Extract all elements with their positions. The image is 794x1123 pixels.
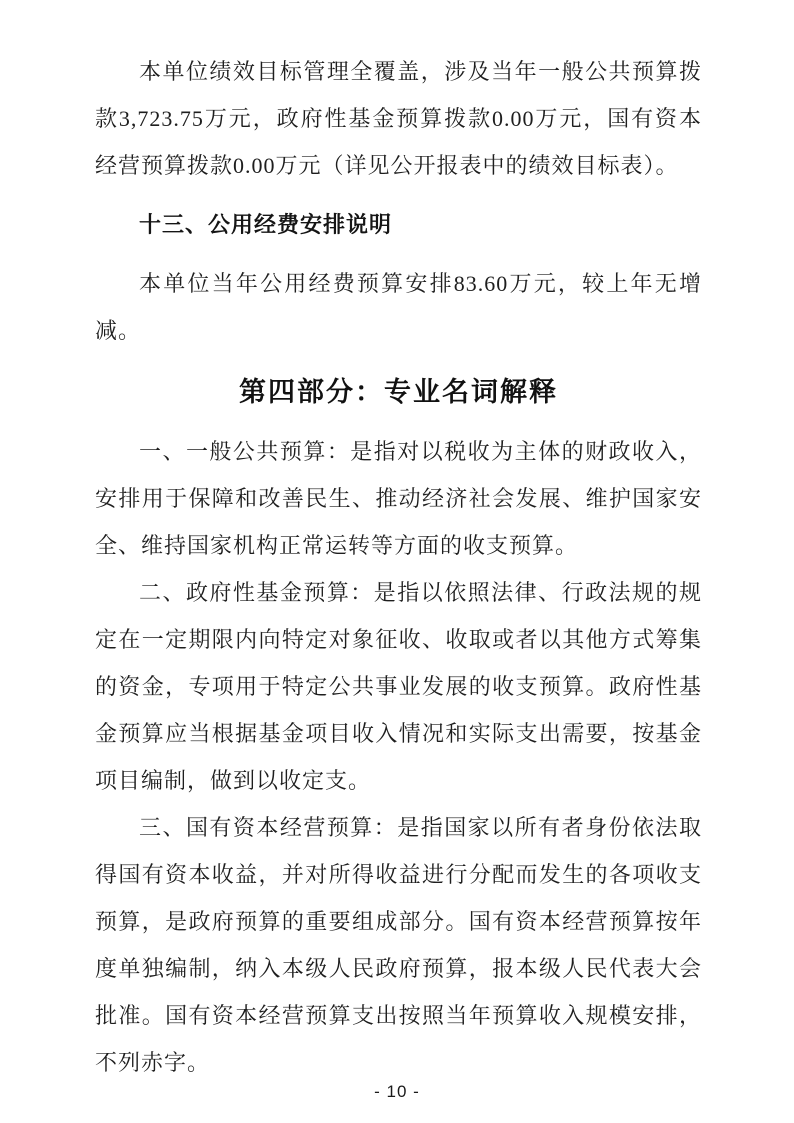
section-13-paragraph: 本单位当年公用经费预算安排83.60万元，较上年无增减。 (95, 271, 702, 343)
term-definition-state-capital-budget: 三、国有资本经营预算：是指国家以所有者身份依法取得国有资本收益，并对所得收益进行分配而发生的各项收支预算，是政府预算的重要组成部分。国有资本经营预算按年度单独编制，纳入本级人民政府预算，报本级人民代表大会批准。国有资本经营预算支出按照当年预算收入规模安排，不列赤字。 (95, 815, 702, 1075)
part-4-title: 第四部分：专业名词解释 (239, 377, 558, 407)
term-definition-government-fund-budget: 二、政府性基金预算：是指以依照法律、行政法规的规定在一定期限内向特定对象征收、收取或者以其他方式筹集的资金，专项用于特定公共事业发展的收支预算。政府性基金预算应当根据基金项目收入情况和实际支出需要，按基金项目编制，做到以收定支。 (95, 580, 702, 793)
page-number: - 10 - (374, 1082, 420, 1101)
intro-paragraph: 本单位绩效目标管理全覆盖，涉及当年一般公共预算拨款3,723.75万元，政府性基金预算拨款0.00万元，国有资本经营预算拨款0.00万元（详见公开报表中的绩效目标表）。 (95, 59, 702, 178)
section-13-heading: 十三、公用经费安排说明 (139, 212, 393, 237)
term-definition-general-public-budget: 一、一般公共预算：是指对以税收为主体的财政收入，安排用于保障和改善民生、推动经济社会发展、维护国家安全、维持国家机构正常运转等方面的收支预算。 (95, 439, 702, 558)
